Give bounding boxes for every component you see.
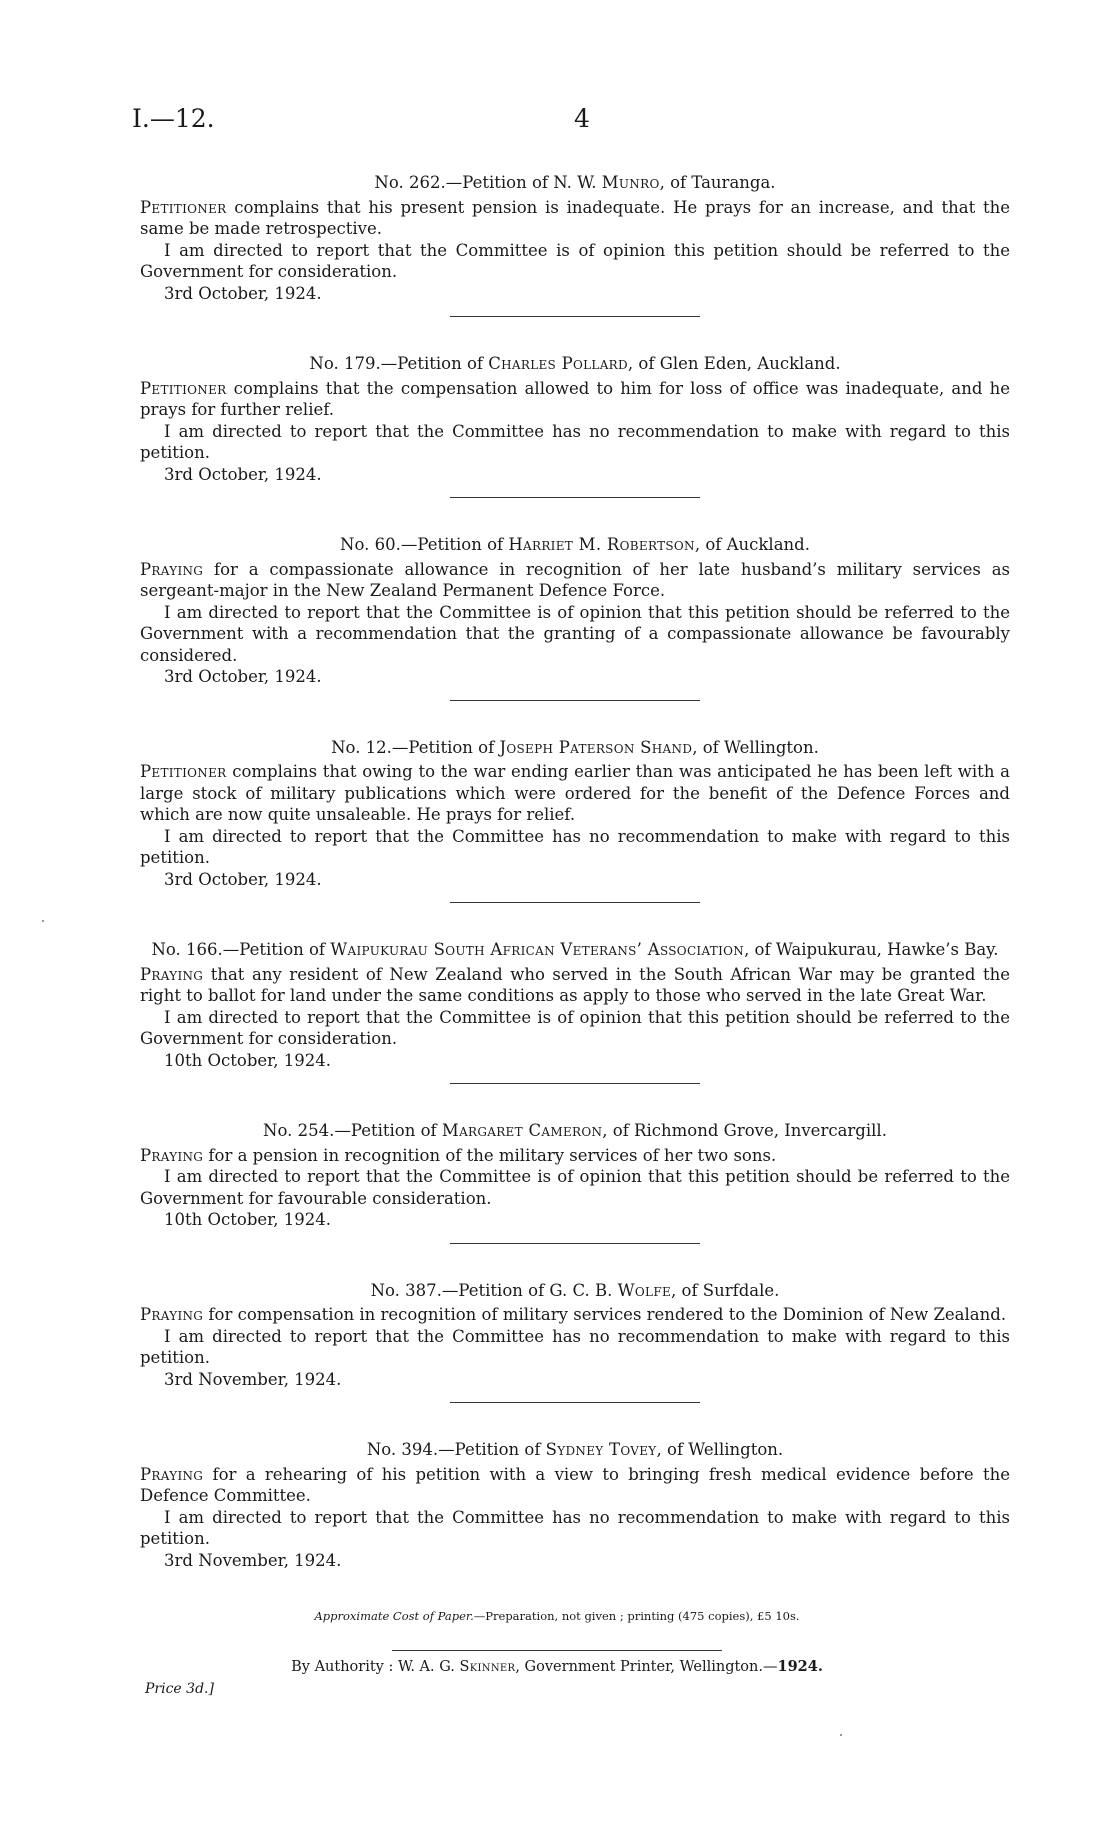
petition-body: Praying that any resident of New Zealand who served in the South African War may be granted the right to ballot for land under the same conditions as apply to those who served in the late Great War. [140, 964, 1010, 1005]
document-reference: I.—12. [132, 104, 215, 133]
petition-body: Petitioner complains that owing to the war ending earlier than was anticipated he has been left with a large stock of military publications which were ordered for the benefit of the Defence Forces and which are now quite unsaleable. He prays for relief. [140, 762, 1010, 824]
page-number: 4 [574, 104, 590, 133]
petitions-list [140, 172, 1010, 1571]
report-date: 3rd October, 1924. [164, 283, 322, 303]
committee-report: I am directed to report that the Committee is of opinion that this petition should be referred to the Government with a recommendation that the granting of a compassionate allowance be favourably considered. [140, 602, 1010, 665]
petition-body: Petitioner complains that the compensation allowed to him for loss of office was inadequate, and he prays for further relief. [140, 378, 1010, 419]
petition-body: Praying for a rehearing of his petition with a view to bringing fresh medical evidence before the Defence Committee. [140, 1464, 1010, 1505]
scan-speck [840, 1734, 842, 1736]
petition-entry [140, 534, 1010, 701]
petition-title: No. 60.—Petition of Harriet M. Robertson, of Auckland. [340, 535, 810, 554]
committee-report: I am directed to report that the Committee has no recommendation to make with regard to this petition. [140, 1507, 1010, 1548]
report-date: 10th October, 1924. [164, 1050, 331, 1070]
section-divider [450, 497, 700, 498]
petition-title: No. 387.—Petition of G. C. B. Wolfe, of Surfdale. [370, 1280, 780, 1300]
report-date: 10th October, 1924. [164, 1210, 331, 1229]
printer-authority: By Authority : W. A. G. Skinner, Government Printer, Wellington.—1924. [291, 1658, 823, 1675]
section-divider [450, 1083, 700, 1084]
committee-report: I am directed to report that the Committee has no recommendation to make with regard to this petition. [140, 826, 1010, 867]
petition-entry [140, 1280, 1010, 1404]
petition-title: No. 12.—Petition of Joseph Paterson Shand, of Wellington. [331, 737, 819, 757]
footer-divider [392, 1650, 722, 1651]
page-header [132, 104, 1012, 138]
report-date: 3rd October, 1924. [164, 869, 322, 889]
petition-title: No. 179.—Petition of Charles Pollard, of Glen Eden, Auckland. [309, 354, 841, 373]
section-divider [450, 1402, 700, 1403]
scan-speck [42, 920, 44, 922]
petition-body: Praying for a compassionate allowance in recognition of her late husband’s military services as sergeant-major in the New Zealand Permanent Defence Force. [140, 559, 1010, 600]
petition-entry [140, 1439, 1010, 1571]
petition-title: No. 262.—Petition of N. W. Munro, of Tauranga. [374, 173, 776, 192]
section-divider [450, 902, 700, 903]
petition-entry [140, 1120, 1010, 1244]
price-note: Price 3d.] [145, 1681, 214, 1697]
petition-title: No. 394.—Petition of Sydney Tovey, of Wellington. [366, 1440, 784, 1459]
petition-entry [140, 737, 1010, 904]
petition-entry [140, 172, 1010, 317]
section-divider [450, 1243, 700, 1244]
report-date: 3rd November, 1924. [164, 1369, 342, 1389]
section-divider [450, 700, 700, 701]
section-divider [450, 316, 700, 317]
report-date: 3rd October, 1924. [164, 667, 322, 686]
committee-report: I am directed to report that the Committee is of opinion that this petition should be referred to the Government for consideration. [140, 1007, 1010, 1048]
committee-report: I am directed to report that the Committee has no recommendation to make with regard to this petition. [140, 1326, 1010, 1367]
committee-report: I am directed to report that the Committee has no recommendation to make with regard to this petition. [140, 421, 1010, 462]
committee-report: I am directed to report that the Committee is of opinion this petition should be referred to the Government for consideration. [140, 240, 1010, 281]
report-date: 3rd October, 1924. [164, 464, 322, 484]
committee-report: I am directed to report that the Committee is of opinion that this petition should be referred to the Government for favourable consideration. [140, 1167, 1010, 1208]
petition-body: Petitioner complains that his present pension is inadequate. He prays for an increase, and that the same be made retrospective. [140, 197, 1010, 238]
petition-title: No. 254.—Petition of Margaret Cameron, of Richmond Grove, Invercargill. [263, 1121, 887, 1140]
report-date: 3rd November, 1924. [164, 1550, 342, 1570]
petition-body: Praying for compensation in recognition of military services rendered to the Dominion of New Zealand. [140, 1305, 1007, 1324]
petition-entry [140, 939, 1010, 1084]
petition-entry [140, 353, 1010, 498]
petition-title: No. 166.—Petition of Waipukurau South African Veterans’ Association, of Waipukurau, Hawke’s Bay. [151, 940, 999, 959]
petition-body: Praying for a pension in recognition of the military services of her two sons. [140, 1145, 777, 1165]
cost-of-paper-note: Approximate Cost of Paper.—Preparation, not given ; printing (475 copies), £5 10s. [314, 1609, 800, 1623]
